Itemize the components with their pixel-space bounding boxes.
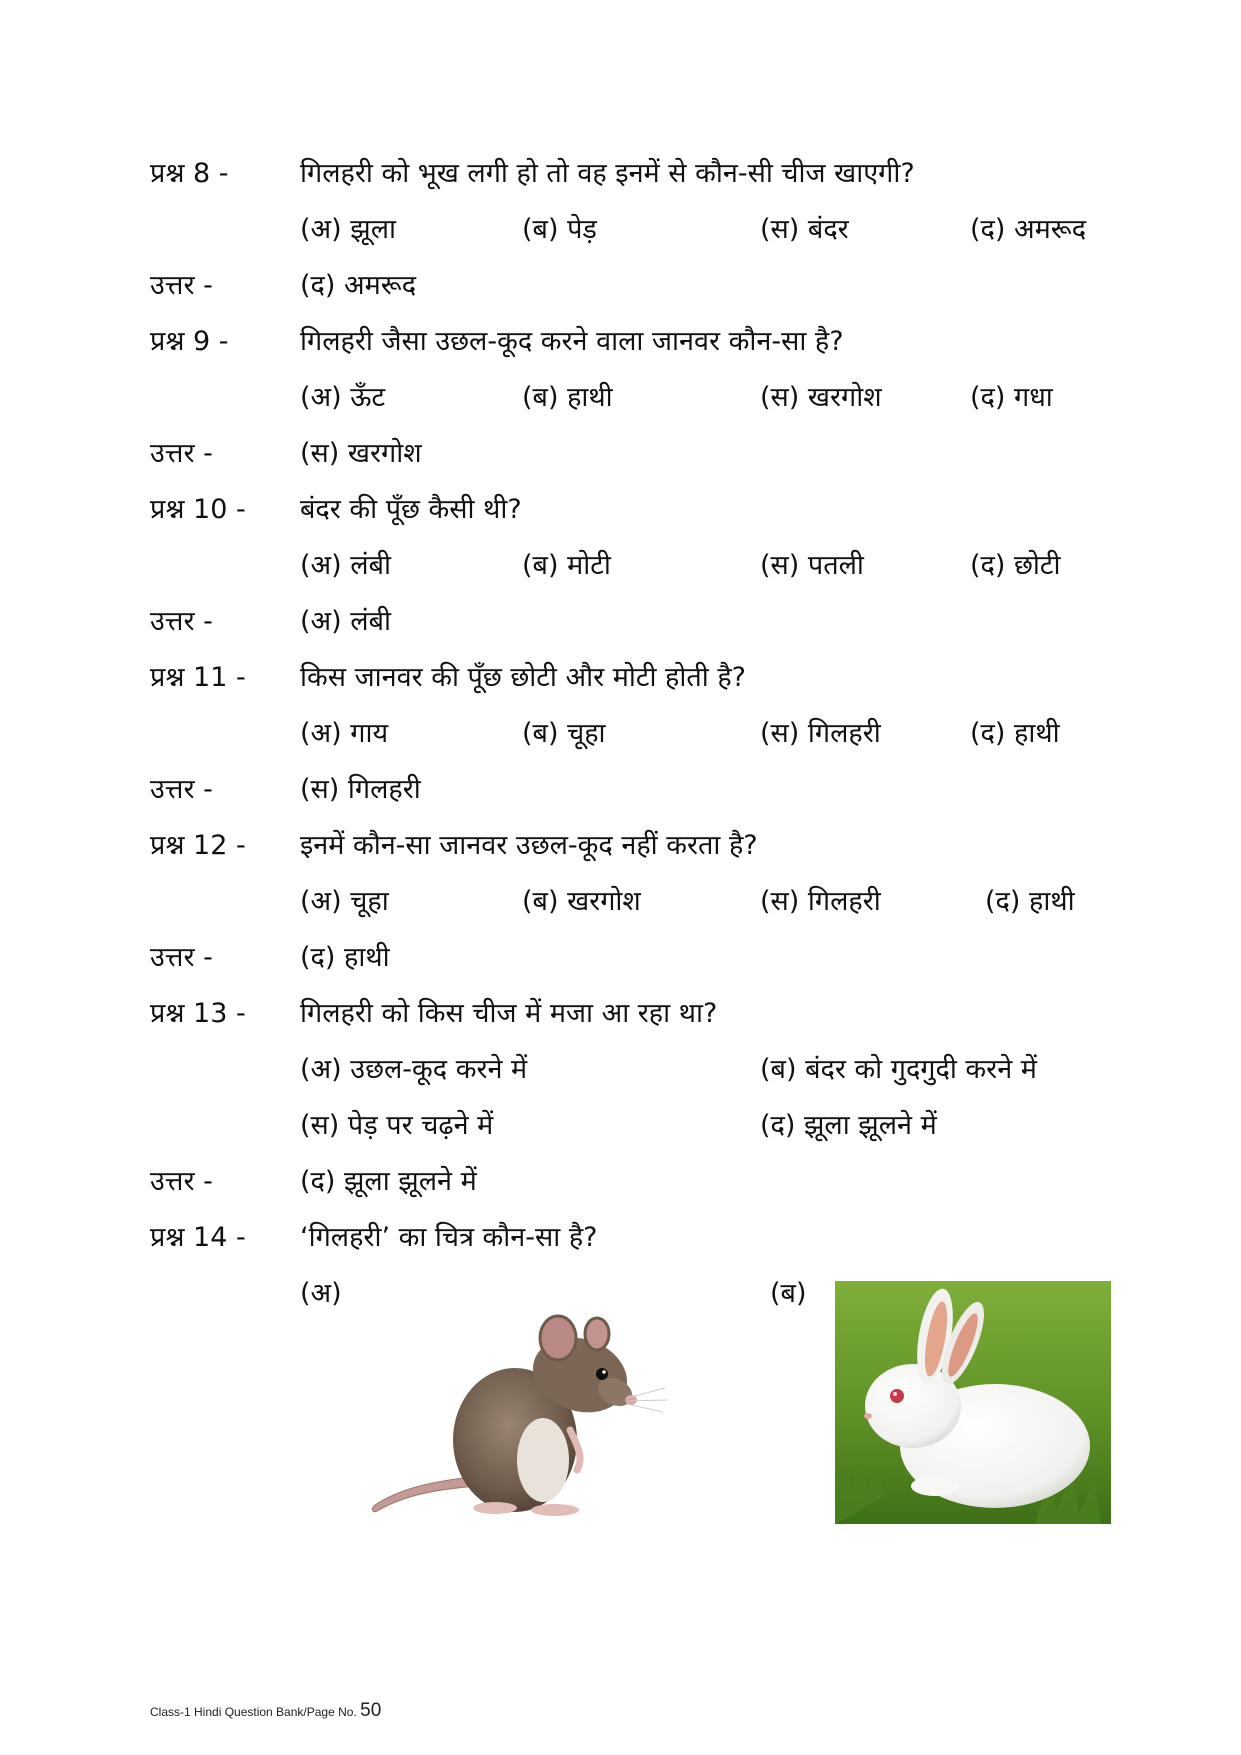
q10-answer-label: उत्तर - [150,606,213,637]
question-9-label: प्रश्न 9 - [150,326,229,357]
question-8-text: गिलहरी को भूख लगी हो तो वह इनमें से कौन-सी चीज खाएगी? [300,158,915,189]
rat-icon [365,1300,675,1530]
q13-option-c: (स) पेड़ पर चढ़ने में [300,1110,494,1141]
q11-answer: (स) गिलहरी [300,774,421,805]
q9-option-b: (ब) हाथी [522,382,613,413]
q8-option-c: (स) बंदर [760,214,849,245]
q11-answer-label: उत्तर - [150,774,213,805]
q12-option-a: (अ) चूहा [300,886,389,917]
q10-answer: (अ) लंबी [300,606,391,637]
q11-option-d: (द) हाथी [970,718,1060,749]
q10-option-d: (द) छोटी [970,550,1061,581]
footer-text: Class-1 Hindi Question Bank/Page No. [150,1705,357,1719]
question-9-text: गिलहरी जैसा उछल-कूद करने वाला जानवर कौन-सा है? [300,326,844,357]
q14-option-b: (ब) [770,1278,807,1309]
q13-option-d: (द) झूला झूलने में [760,1110,937,1141]
q11-option-b: (ब) चूहा [522,718,606,749]
q9-answer-label: उत्तर - [150,438,213,469]
q12-answer: (द) हाथी [300,942,390,973]
q13-option-b: (ब) बंदर को गुदगुदी करने में [760,1054,1037,1085]
q11-option-c: (स) गिलहरी [760,718,881,749]
question-14-label: प्रश्न 14 - [150,1222,246,1253]
q9-option-c: (स) खरगोश [760,382,882,413]
q13-answer: (द) झूला झूलने में [300,1166,477,1197]
question-10-label: प्रश्न 10 - [150,494,246,525]
rabbit-icon [835,1281,1111,1524]
question-10-text: बंदर की पूँछ कैसी थी? [300,494,522,525]
question-13-label: प्रश्न 13 - [150,998,246,1029]
question-14-text: ‘गिलहरी’ का चित्र कौन-सा है? [300,1222,598,1253]
q8-option-a: (अ) झूला [300,214,396,245]
question-8-label: प्रश्न 8 - [150,158,229,189]
q12-option-c: (स) गिलहरी [760,886,881,917]
q10-option-b: (ब) मोटी [522,550,611,581]
q12-answer-label: उत्तर - [150,942,213,973]
q10-option-a: (अ) लंबी [300,550,391,581]
q8-option-d: (द) अमरूद [970,214,1087,245]
q13-option-a: (अ) उछल-कूद करने में [300,1054,528,1085]
q13-answer-label: उत्तर - [150,1166,213,1197]
q11-option-a: (अ) गाय [300,718,389,749]
question-11-text: किस जानवर की पूँछ छोटी और मोटी होती है? [300,662,747,693]
page-footer [150,1700,381,1722]
question-12-label: प्रश्न 12 - [150,830,246,861]
q8-option-b: (ब) पेड़ [522,214,597,245]
question-13-text: गिलहरी को किस चीज में मजा आ रहा था? [300,998,718,1029]
q10-option-c: (स) पतली [760,550,864,581]
q8-answer-label: उत्तर - [150,270,213,301]
question-12-text: इनमें कौन-सा जानवर उछल-कूद नहीं करता है? [300,830,758,861]
q12-option-d: (द) हाथी [985,886,1075,917]
q9-option-d: (द) गधा [970,382,1053,413]
q9-answer: (स) खरगोश [300,438,422,469]
question-11-label: प्रश्न 11 - [150,662,246,693]
q8-answer: (द) अमरूद [300,270,417,301]
page-number: 50 [360,1700,382,1721]
q9-option-a: (अ) ऊँट [300,382,386,413]
q14-option-a: (अ) [300,1278,342,1309]
q12-option-b: (ब) खरगोश [522,886,641,917]
